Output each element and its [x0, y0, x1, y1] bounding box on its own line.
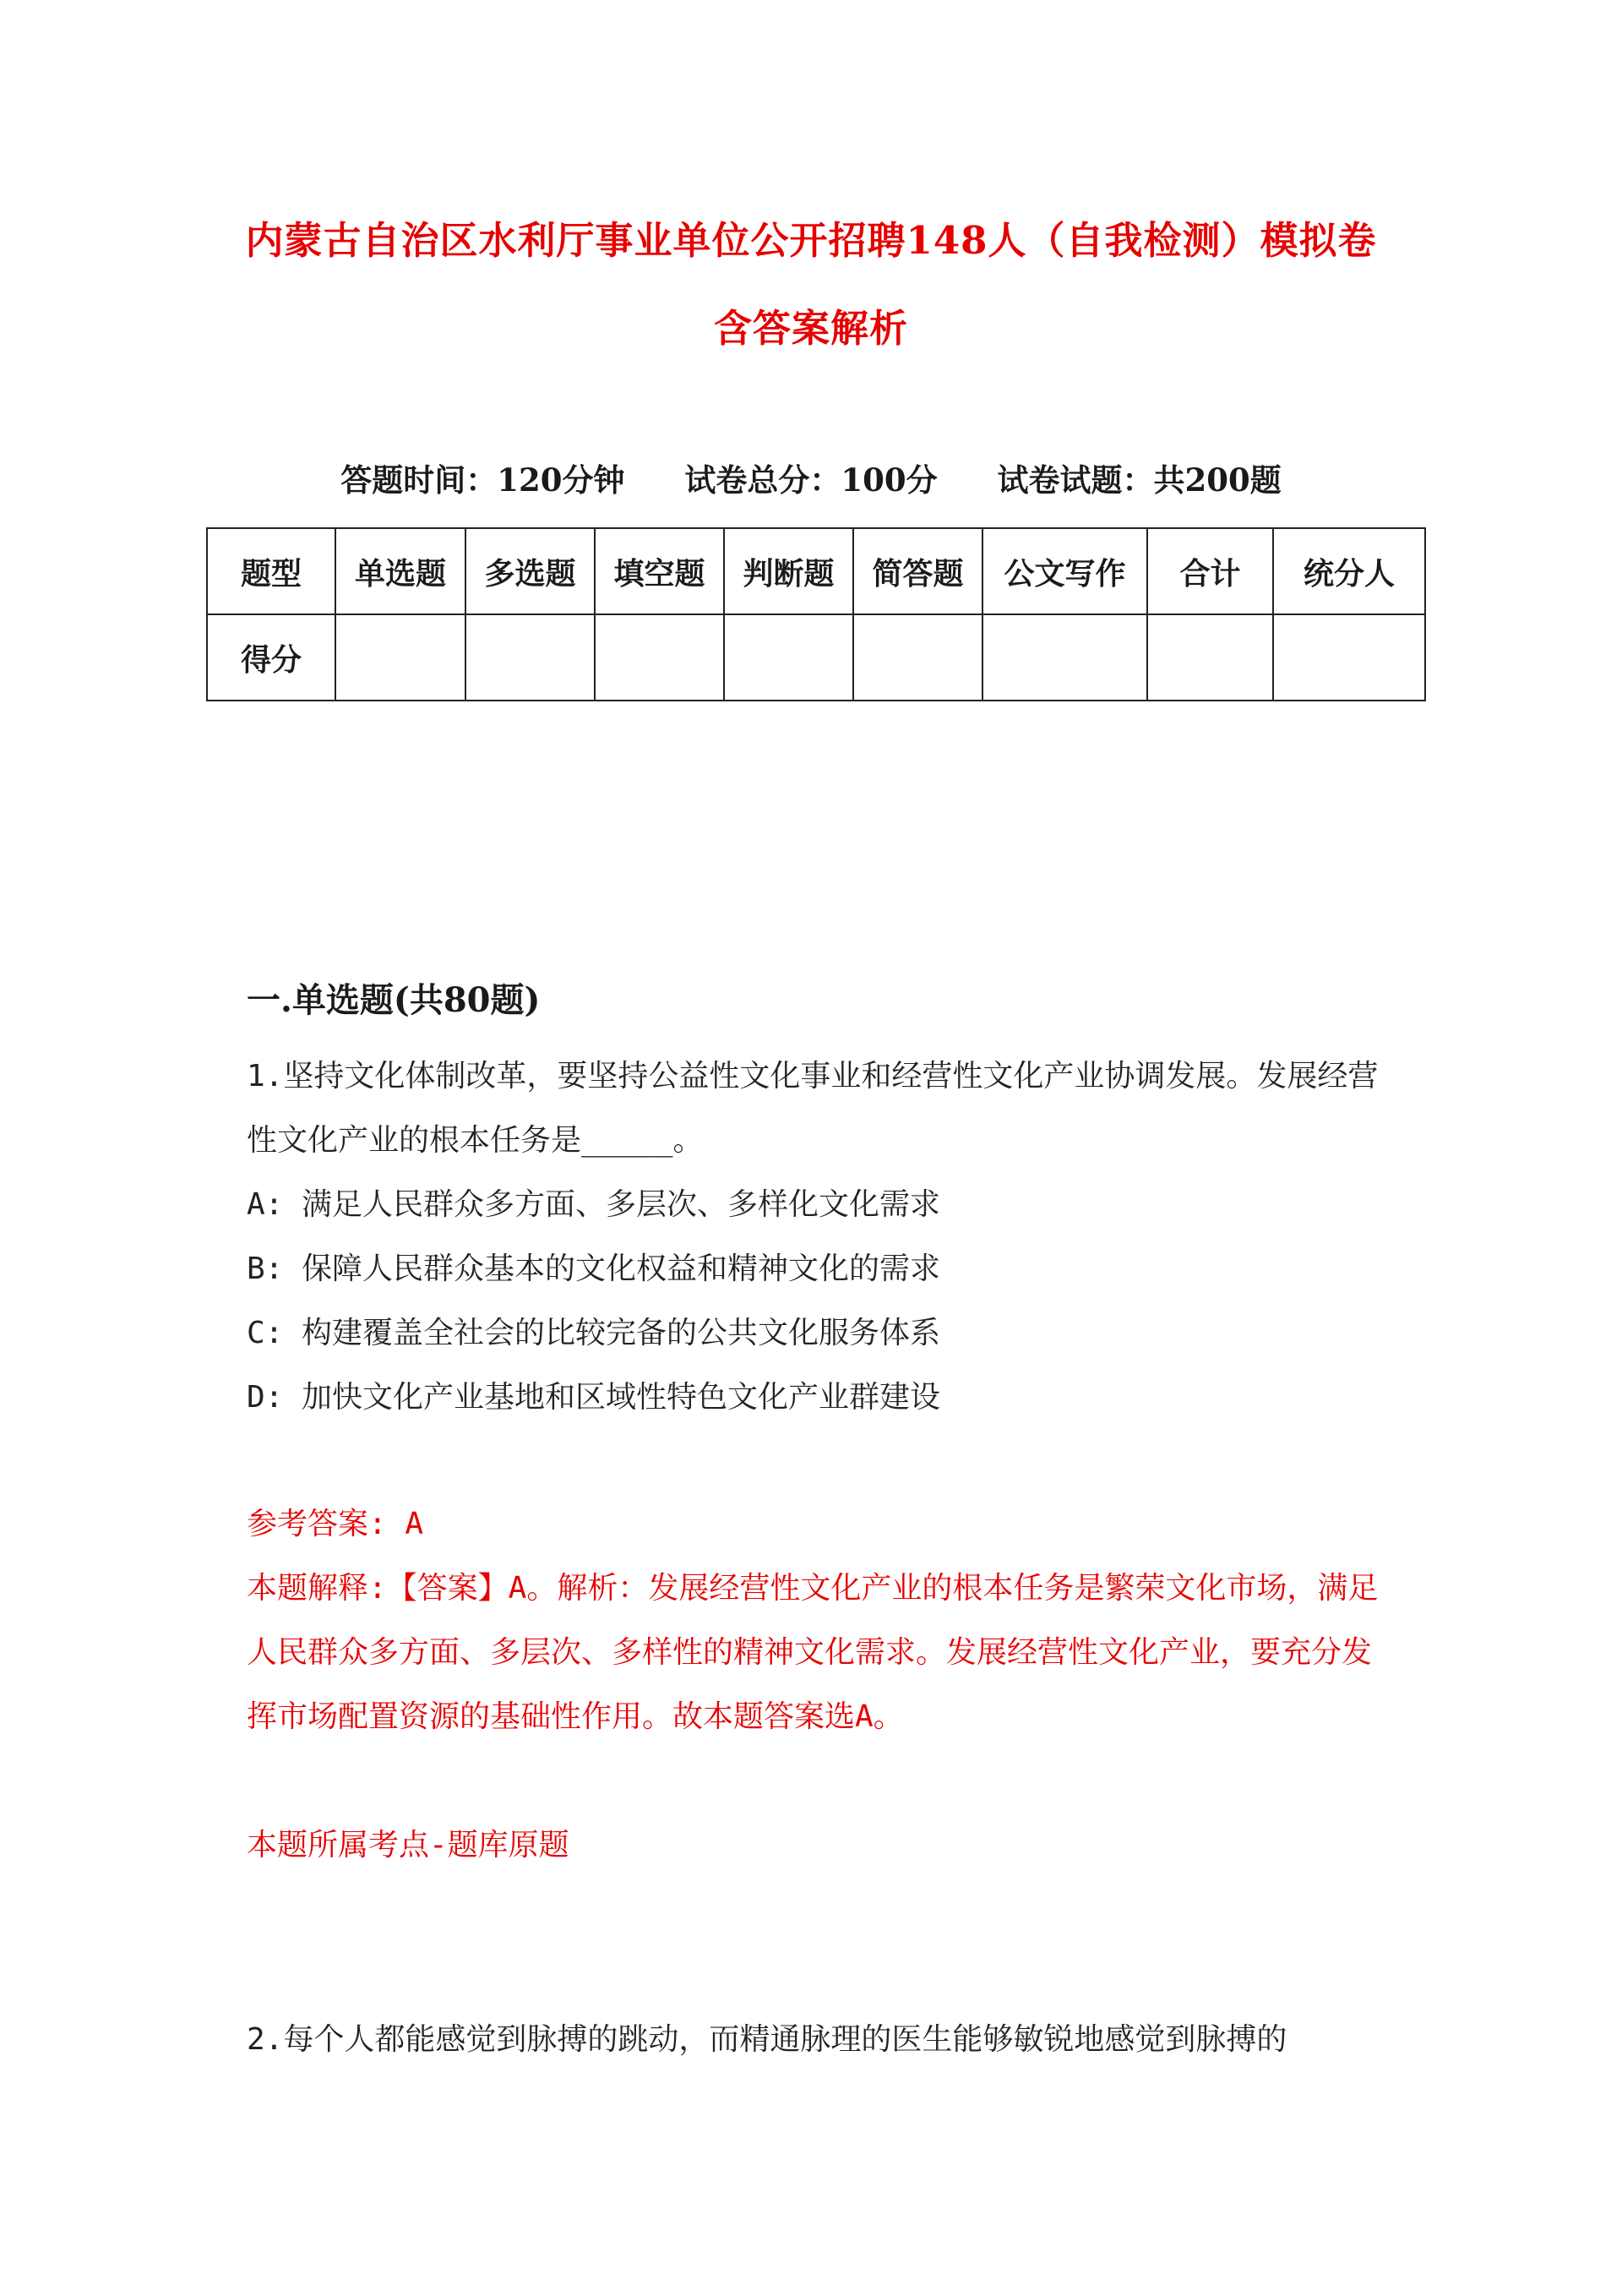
exam-total-score: 试卷总分：100分: [684, 461, 938, 499]
score-cell: [595, 614, 724, 701]
knowledge-point: 本题所属考点-题库原题: [247, 1828, 569, 1862]
question-2-stem: 2.每个人都能感觉到脉搏的跳动，而精通脉理的医生能够敏锐地感觉到脉搏的: [247, 2022, 1287, 2057]
option-a: A: 满足人民群众多方面、多层次、多样化文化需求: [247, 1187, 941, 1222]
table-header-cell: 公文写作: [982, 528, 1147, 614]
exam-total-questions: 试卷试题：共200题: [997, 461, 1282, 499]
question-1-stem: 1.坚持文化体制改革，要坚持公益性文化事业和经营性文化产业协调发展。发展经营性文化产业的根本任务是_____。: [247, 1059, 1379, 1158]
score-cell: [724, 614, 853, 701]
table-header-cell: 合计: [1147, 528, 1273, 614]
option-b: B: 保障人民群众基本的文化权益和精神文化的需求: [247, 1252, 941, 1286]
table-header-cell: 简答题: [853, 528, 982, 614]
table-header-cell: 填空题: [595, 528, 724, 614]
answer-explanation: 本题解释:【答案】A。解析：发展经营性文化产业的根本任务是繁荣文化市场，满足人民群众多方面、多层次、多样性的精神文化需求。发展经营性文化产业，要充分发挥市场配置资源的基础性作用。故本题答案选A。: [247, 1571, 1379, 1734]
page-title: 内蒙古自治区水利厅事业单位公开招聘148人（自我检测）模拟卷: [245, 218, 1377, 263]
table-header-cell: 多选题: [465, 528, 595, 614]
score-cell: [1147, 614, 1273, 701]
exam-time: 答题时间：120分钟: [340, 461, 625, 499]
score-cell: [1273, 614, 1425, 701]
section-heading: 一.单选题(共80题): [247, 980, 541, 1020]
score-cell: [335, 614, 465, 701]
table-header-cell: 题型: [207, 528, 335, 614]
score-table: [206, 527, 1426, 701]
score-table-header-row: [207, 528, 1425, 614]
score-cell: [465, 614, 595, 701]
score-row-label: 得分: [207, 614, 335, 701]
question-1-options: [247, 1173, 1396, 1430]
score-cell: [982, 614, 1147, 701]
table-header-cell: 判断题: [724, 528, 853, 614]
table-header-cell: 单选题: [335, 528, 465, 614]
table-header-cell: 统分人: [1273, 528, 1425, 614]
page-subtitle: 含答案解析: [713, 306, 908, 351]
score-table-score-row: [207, 614, 1425, 701]
option-c: C: 构建覆盖全社会的比较完备的公共文化服务体系: [247, 1316, 941, 1350]
option-d: D: 加快文化产业基地和区域性特色文化产业群建设: [247, 1380, 941, 1415]
exam-info: [0, 455, 1622, 500]
score-cell: [853, 614, 982, 701]
reference-answer: 参考答案: A: [247, 1507, 424, 1541]
